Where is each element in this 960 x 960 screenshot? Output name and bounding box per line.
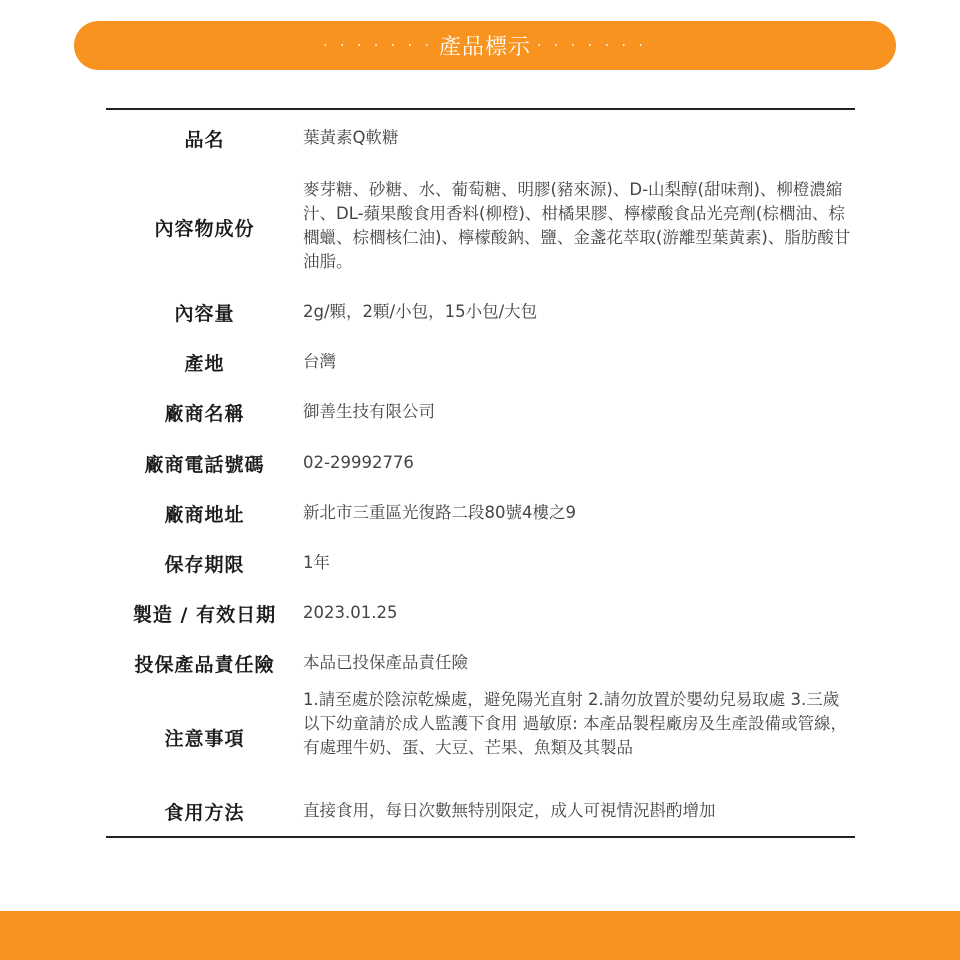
row-net-content <box>106 298 855 326</box>
row-label: 廠商電話號碼 <box>144 453 265 476</box>
header-title: 產品標示 <box>438 35 531 60</box>
row-value: 御善生技有限公司 <box>303 402 435 421</box>
row-shelf-life <box>106 549 855 577</box>
table-top-rule <box>106 108 855 110</box>
row-label: 食用方法 <box>164 801 245 824</box>
row-label: 廠商名稱 <box>164 402 245 425</box>
row-label: 品名 <box>184 128 225 151</box>
row-label: 製造 / 有效日期 <box>132 603 277 626</box>
row-origin <box>106 348 855 376</box>
header-dots-left: · · · · · · · <box>323 37 433 54</box>
row-value: 2023.01.25 <box>303 603 398 622</box>
row-value: 麥芽糖、砂糖、水、葡萄糖、明膠(豬來源)、D-山梨醇(甜味劑)、柳橙濃縮汁、DL-蘋果酸食用香料(柳橙)、柑橘果膠、檸檬酸食品光亮劑(棕櫚油、棕櫚蠟、棕櫚核仁油)、檸檬酸鈉、鹽、金盞花萃取(游離型葉黃素)、脂肪酸甘油脂。 <box>303 180 851 271</box>
row-value: 2g/顆，2顆/小包，15小包/大包 <box>303 302 538 321</box>
row-value: 1年 <box>303 553 330 572</box>
footer-bar <box>0 911 960 960</box>
row-ingredients <box>106 178 855 276</box>
row-value: 本品已投保產品責任險 <box>303 653 468 672</box>
row-value: 新北市三重區光復路二段80號4樓之9 <box>303 503 576 522</box>
header-banner <box>74 21 896 70</box>
row-insurance <box>106 649 855 677</box>
row-label: 注意事項 <box>164 727 245 750</box>
row-value: 台灣 <box>303 352 336 371</box>
row-phone <box>106 449 855 477</box>
row-value: 葉黃素Q軟糖 <box>303 128 399 147</box>
row-label: 內容量 <box>174 302 235 325</box>
row-manufacturer <box>106 398 855 426</box>
row-address <box>106 499 855 527</box>
row-product-name <box>106 124 855 152</box>
table-bottom-rule <box>106 836 855 838</box>
header-dots-right: · · · · · · · <box>537 37 647 54</box>
row-usage <box>106 797 855 825</box>
row-value: 直接食用，每日次數無特別限定，成人可視情況斟酌增加 <box>303 801 716 820</box>
row-label: 廠商地址 <box>164 503 245 526</box>
row-precautions <box>106 688 855 786</box>
row-value: 02-29992776 <box>303 453 414 472</box>
row-value: 1.請至處於陰涼乾燥處，避免陽光直射 2.請勿放置於嬰幼兒易取處 3.三歲以下幼童請於成人監護下食用 過敏原: 本產品製程廠房及生產設備或管線，有處理牛奶、蛋、大豆、芒果、魚類及其製品 <box>303 690 848 757</box>
row-mfg-expiry-date <box>106 599 855 627</box>
row-label: 內容物成份 <box>154 217 255 240</box>
row-label: 產地 <box>184 352 225 375</box>
row-label: 投保產品責任險 <box>134 653 275 676</box>
row-label: 保存期限 <box>164 553 245 576</box>
